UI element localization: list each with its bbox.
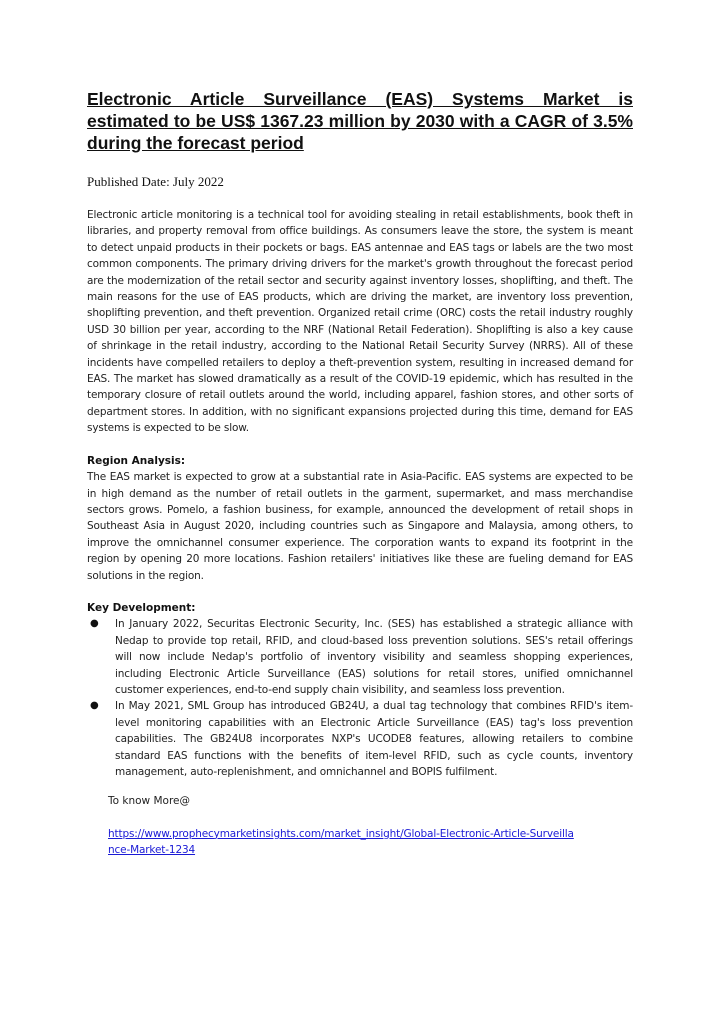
list-item-text: In January 2022, Securitas Electronic Security, Inc. (SES) has established a strategic alliance with Nedap to provide top retail, RFID, and cloud-based loss prevention solutions. SES's retail offerings will now include Nedap's portfolio of inventory visibility and seamless shopping experiences, including Electronic Article Surveillance (EAS) solutions for retail stores, unified omnichannel customer experiences, end-to-end supply chain visibility, and seamless loss prevention. bbox=[115, 618, 633, 696]
key-development-list bbox=[87, 616, 633, 780]
document-title: Electronic Article Surveillance (EAS) Systems Market is estimated to be US$ 1367.23 million by 2030 with a CAGR of 3.5% during the forecast period bbox=[87, 89, 633, 153]
published-date: Published Date: July 2022 bbox=[87, 174, 224, 189]
region-analysis-heading: Region Analysis: bbox=[87, 454, 186, 467]
region-analysis-paragraph: The EAS market is expected to grow at a substantial rate in Asia-Pacific. EAS systems are expected to be in high demand as the number of retail outlets in the garment, supermarket, and mass merchandise sectors grows. Pomelo, a fashion business, for example, announced the development of retail shops in Southeast Asia in August 2020, including countries such as Singapore and Malaysia, among others, to improve the omnichannel consumer experience. The corporation wants to expand its footprint in the region by opening 20 more locations. Fashion retailers' initiatives like these are fueling demand for EAS solutions in the region. bbox=[87, 471, 633, 582]
market-report-link[interactable]: https://www.prophecymarketinsights.com/market_insight/Global-Electronic-Article-Surveillance-Market-1234 bbox=[108, 827, 574, 857]
bullet-icon: ● bbox=[90, 618, 99, 630]
list-item-text: In May 2021, SML Group has introduced GB24U, a dual tag technology that combines RFID's item-level monitoring capabilities with an Electronic Article Surveillance (EAS) tag's loss prevention capabilities. The GB24U8 incorporates NXP's UCODE8 features, allowing retailers to combine standard EAS functions with the benefits of item-level RFID, such as cycle counts, inventory management, auto-replenishment, and omnichannel and BOPIS fulfilment. bbox=[115, 700, 633, 778]
document-content bbox=[87, 88, 633, 859]
key-development-heading: Key Development: bbox=[87, 601, 196, 614]
intro-paragraph: Electronic article monitoring is a technical tool for avoiding stealing in retail establishments, book theft in libraries, and property removal from office buildings. As consumers leave the store, the system is meant to detect unpaid products in their pockets or bags. EAS antennae and EAS tags or labels are the two most common components. The primary driving drivers for the market's growth throughout the forecast period are the modernization of the retail sector and security against inventory losses, shoplifting, and theft. The main reasons for the use of EAS products, which are driving the market, are inventory loss prevention, shoplifting prevention, and theft prevention. Organized retail crime (ORC) costs the retail industry roughly USD 30 billion per year, according to the NRF (National Retail Federation). Shoplifting is also a key cause of shrinkage in the retail industry, according to the National Retail Security Survey (NRRS). All of these incidents have compelled retailers to deploy a theft-prevention system, resulting in increased demand for EAS. The market has slowed dramatically as a result of the COVID-19 epidemic, which has resulted in the temporary closure of retail outlets around the world, including apparel, fashion stores, and other sorts of department stores. In addition, with no significant expansions projected during this time, demand for EAS systems is expected to be slow. bbox=[87, 209, 633, 435]
list-item bbox=[87, 616, 633, 698]
know-more-label: To know More@ bbox=[108, 795, 191, 808]
list-item bbox=[87, 698, 633, 780]
spacer bbox=[87, 584, 633, 600]
know-more-section bbox=[87, 793, 633, 858]
bullet-icon: ● bbox=[90, 700, 99, 712]
spacer bbox=[87, 437, 633, 453]
